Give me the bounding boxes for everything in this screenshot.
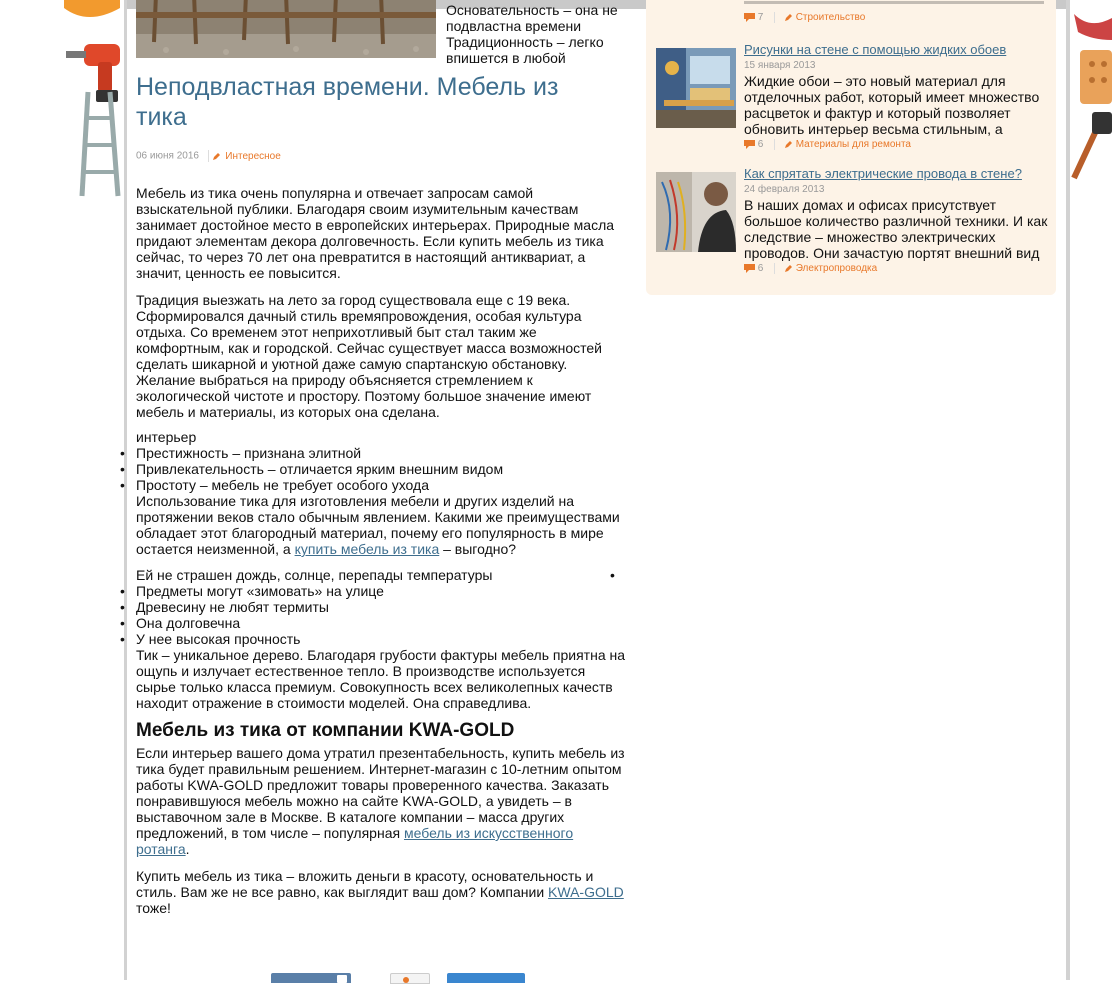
tool-deco-icon <box>58 0 128 200</box>
hero-caption-text: Основательность – она не подвластна времени Традиционность – легко впишется в любой <box>446 2 618 66</box>
article-paragraph <box>136 745 628 857</box>
article-paragraph <box>136 868 628 916</box>
list-item: • Древесину не любят термиты <box>120 599 329 615</box>
kwa-gold-link[interactable]: KWA-GOLD <box>548 884 624 900</box>
paragraph-6: Купить мебель из тика – вложить деньги в красоту, основательность и стиль. Вам же не все равно, как выглядит ваш дом? Компании KWA-GOLD тоже! <box>136 868 624 916</box>
list-item: • У нее высокая прочность <box>120 631 301 647</box>
article-paragraph <box>136 292 628 420</box>
article-category-link[interactable]: Интересное <box>225 150 281 162</box>
list-item: • Она долговечна <box>120 615 241 631</box>
rattan-furniture-link[interactable]: мебель из искусственного ротанга <box>136 825 574 857</box>
advantages-list <box>120 429 628 493</box>
share-button-fb[interactable] <box>447 973 525 983</box>
pencil-icon <box>784 13 793 22</box>
brick-hammer-deco-icon <box>1070 0 1112 200</box>
sidebar-post <box>656 166 1051 281</box>
sidebar-post <box>656 42 1051 157</box>
pencil-icon <box>784 264 793 273</box>
sidebar-post-meta <box>744 12 865 23</box>
list-item: • Престижность – признана элитной <box>120 445 362 461</box>
comment-count: 6 <box>757 139 764 151</box>
sidebar-category-link[interactable]: Материалы для ремонта <box>795 139 911 151</box>
article-meta <box>136 150 281 162</box>
sidebar-post-date: 24 февраля 2013 <box>744 184 825 195</box>
page-title: Неподвластная времени. Мебель из тика <box>136 73 559 131</box>
pencil-icon <box>212 152 221 161</box>
comment-count: 6 <box>757 263 764 275</box>
sidebar-post-thumbnail[interactable] <box>656 48 736 128</box>
paragraph-5: Если интерьер вашего дома утратил презентабельность, купить мебель из тика будет правильным решением. Интернет-магазин с 10-летним опытом работы KWA-GOLD предложит товары проверенного качества. Заказать понравившуюся мебель можно на сайте KWA-GOLD, а увидеть – в выставочном зале в Москве. В каталоге компании – масса других предложений, в том числе – популярная мебель из искусственного ротанга. <box>136 745 625 857</box>
article-paragraph <box>136 493 628 557</box>
paragraph-2: Традиция выезжать на лето за город существовала еще с 19 века. Сформировался дачный стиль времяпровождения, особая культура отдыха. Со временем этот неприхотливый быт стал таким же комфортным, как и городской. Сейчас существует масса возможностей сделать шикарной и уютной даже самую спартанскую обстановку. Желание выбраться на природу объясняется стремлением к экологической чистоте и простору. Поэтому большое значение имеют мебель и материалы, из которых она сделана. <box>136 292 602 420</box>
sidebar-post-title-link[interactable]: Как спрятать электрические провода в стене? <box>744 166 1022 181</box>
section-heading: Мебель из тика от компании KWA-GOLD <box>136 720 515 741</box>
sidebar-post-title-link[interactable]: Рисунки на стене с помощью жидких обоев <box>744 42 1007 57</box>
pencil-icon <box>784 140 793 149</box>
sidebar-post-date: 15 января 2013 <box>744 60 816 71</box>
share-button-g[interactable] <box>390 973 430 984</box>
article-paragraph <box>136 185 628 281</box>
sidebar-post-thumbnail[interactable] <box>656 172 736 252</box>
comment-count: 7 <box>757 12 764 24</box>
article-hero-image <box>136 0 436 58</box>
list-item: Ей не страшен дождь, солнце, перепады температуры • <box>136 567 615 583</box>
paragraph-4: Тик – уникальное дерево. Благодаря грубости фактуры мебель приятна на ощупь и излучает естественное тепло. В производстве используется сырье только класса премиум. Совокупность всех великолепных качеств находит отражение в стоимости моделей. Она справедлива. <box>136 647 626 711</box>
sidebar-category-link[interactable]: Строительство <box>795 12 866 24</box>
comment-icon <box>744 264 755 273</box>
comment-icon <box>744 140 755 149</box>
sidebar-post <box>656 0 1051 24</box>
list-item: • Привлекательность – отличается ярким внешним видом <box>120 461 504 477</box>
paragraph-3: Использование тика для изготовления мебели и других изделий на протяжении веков стало обычным явлением. Какими же преимуществами обладает этот благородный материал, почему его популярность в мире остается неизменной, а купить мебель из тика – выгодно? <box>136 493 620 557</box>
sidebar-recent-posts <box>646 0 1056 295</box>
article-paragraph <box>136 647 628 711</box>
list-intro: интерьер <box>136 429 197 445</box>
sidebar-category-link[interactable]: Электропроводка <box>795 263 878 275</box>
paragraph-1: Мебель из тика очень популярна и отвечает запросам самой взыскательной публики. Благодаря своим изумительным качествам занимает достойное место в европейских интерьерах. Природные масла придают элементам декора долговечность. Если купить мебель из тика сейчас, то через 70 лет она превратится в настоящий антиквариат, а значит, ценность ее повысится. <box>136 185 615 281</box>
sidebar-post-excerpt: Жидкие обои – это новый материал для отделочных работ, который имеет множество расцветок и фактур и который позволяет обновить интерьер весьма стильным, а <box>744 73 1040 137</box>
list-item: • Простоту – мебель не требует особого ухода <box>120 477 429 493</box>
comment-icon <box>744 13 755 22</box>
sidebar-post-meta <box>744 263 877 274</box>
meta-divider <box>208 150 209 162</box>
buy-teak-furniture-link[interactable]: купить мебель из тика <box>294 541 440 557</box>
sidebar-post-excerpt: В наших домах и офисах присутствует большое количество различной техники. И как следствие – множество электрических проводов. Они зачастую портят внешний вид <box>744 197 1048 261</box>
article-date: 06 июня 2016 <box>136 150 199 162</box>
sidebar-post-meta <box>744 139 911 150</box>
properties-list <box>120 567 628 647</box>
share-button-vk[interactable] <box>271 973 351 983</box>
list-item: • Предметы могут «зимовать» на улице <box>120 583 384 599</box>
